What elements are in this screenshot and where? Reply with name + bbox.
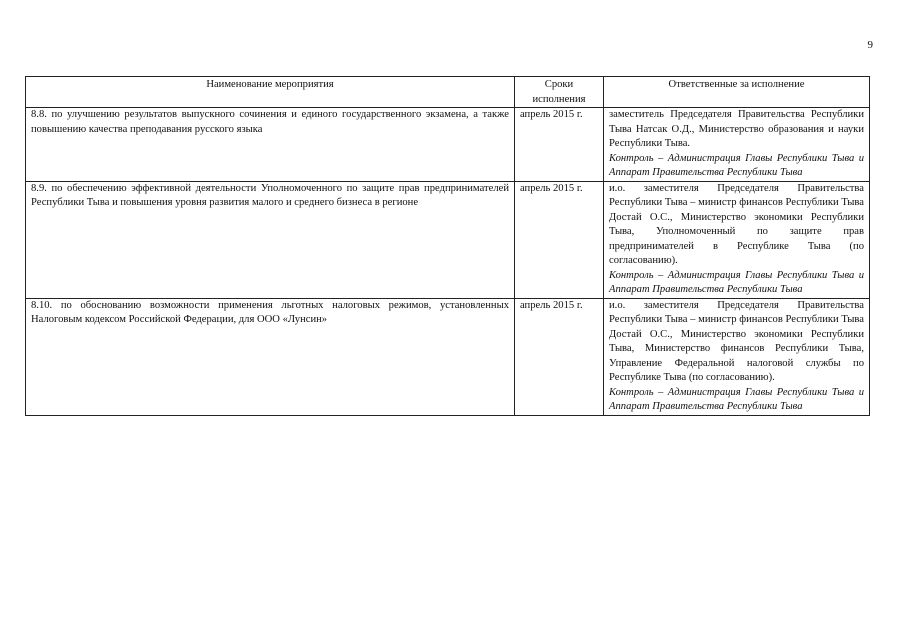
responsible-cell	[604, 108, 870, 182]
table-row	[26, 108, 870, 182]
measure-name-cell: 8.10. по обоснованию возможности применения льготных налоговых режимов, установленных Налоговым кодексом Российской Федерации, для ООО «Лунсин»	[26, 298, 515, 415]
responsible-text: заместитель Председателя Правительства Республики Тыва Натсак О.Д., Министерство образования и науки Республики Тыва.	[609, 109, 864, 149]
term-cell: апрель 2015 г.	[515, 108, 604, 182]
measure-name-cell: 8.9. по обеспечению эффективной деятельности Уполномоченного по защите прав предпринимателей Республики Тыва и повышения уровня развития малого и среднего бизнеса в регионе	[26, 181, 515, 298]
control-note: Контроль – Администрация Главы Республики Тыва и Аппарат Правительства Республики Тыва	[609, 269, 864, 295]
column-header-term: Сроки исполнения	[515, 77, 604, 108]
responsible-cell	[604, 181, 870, 298]
column-header-responsible: Ответственные за исполнение	[604, 77, 870, 108]
page-number: 9	[867, 39, 873, 51]
column-header-name: Наименование мероприятия	[26, 77, 515, 108]
measure-name-cell: 8.8. по улучшению результатов выпускного сочинения и единого государственного экзамена, а также повышению качества преподавания русского языка	[26, 108, 515, 182]
control-note: Контроль – Администрация Главы Республики Тыва и Аппарат Правительства Республики Тыва	[609, 386, 864, 412]
responsible-text: и.о. заместителя Председателя Правительства Республики Тыва – министр финансов Республики Тыва Достай О.С., Министерство экономики Республики Тыва, Уполномоченный по защите прав предпринимателей в Республике Тыва (по согласованию).	[609, 182, 864, 266]
table-row	[26, 298, 870, 415]
responsible-text: и.о. заместителя Председателя Правительства Республики Тыва – министр финансов Республики Тыва Достай О.С., Министерство экономики Республики Тыва, Министерство финансов Республики Тыва, Управление Федеральной налоговой службы по Республике Тыва (по согласованию).	[609, 299, 864, 383]
table-row	[26, 181, 870, 298]
term-cell: апрель 2015 г.	[515, 181, 604, 298]
term-cell: апрель 2015 г.	[515, 298, 604, 415]
table-header-row	[26, 77, 870, 108]
measures-table	[25, 76, 870, 416]
responsible-cell	[604, 298, 870, 415]
control-note: Контроль – Администрация Главы Республики Тыва и Аппарат Правительства Республики Тыва	[609, 152, 864, 178]
